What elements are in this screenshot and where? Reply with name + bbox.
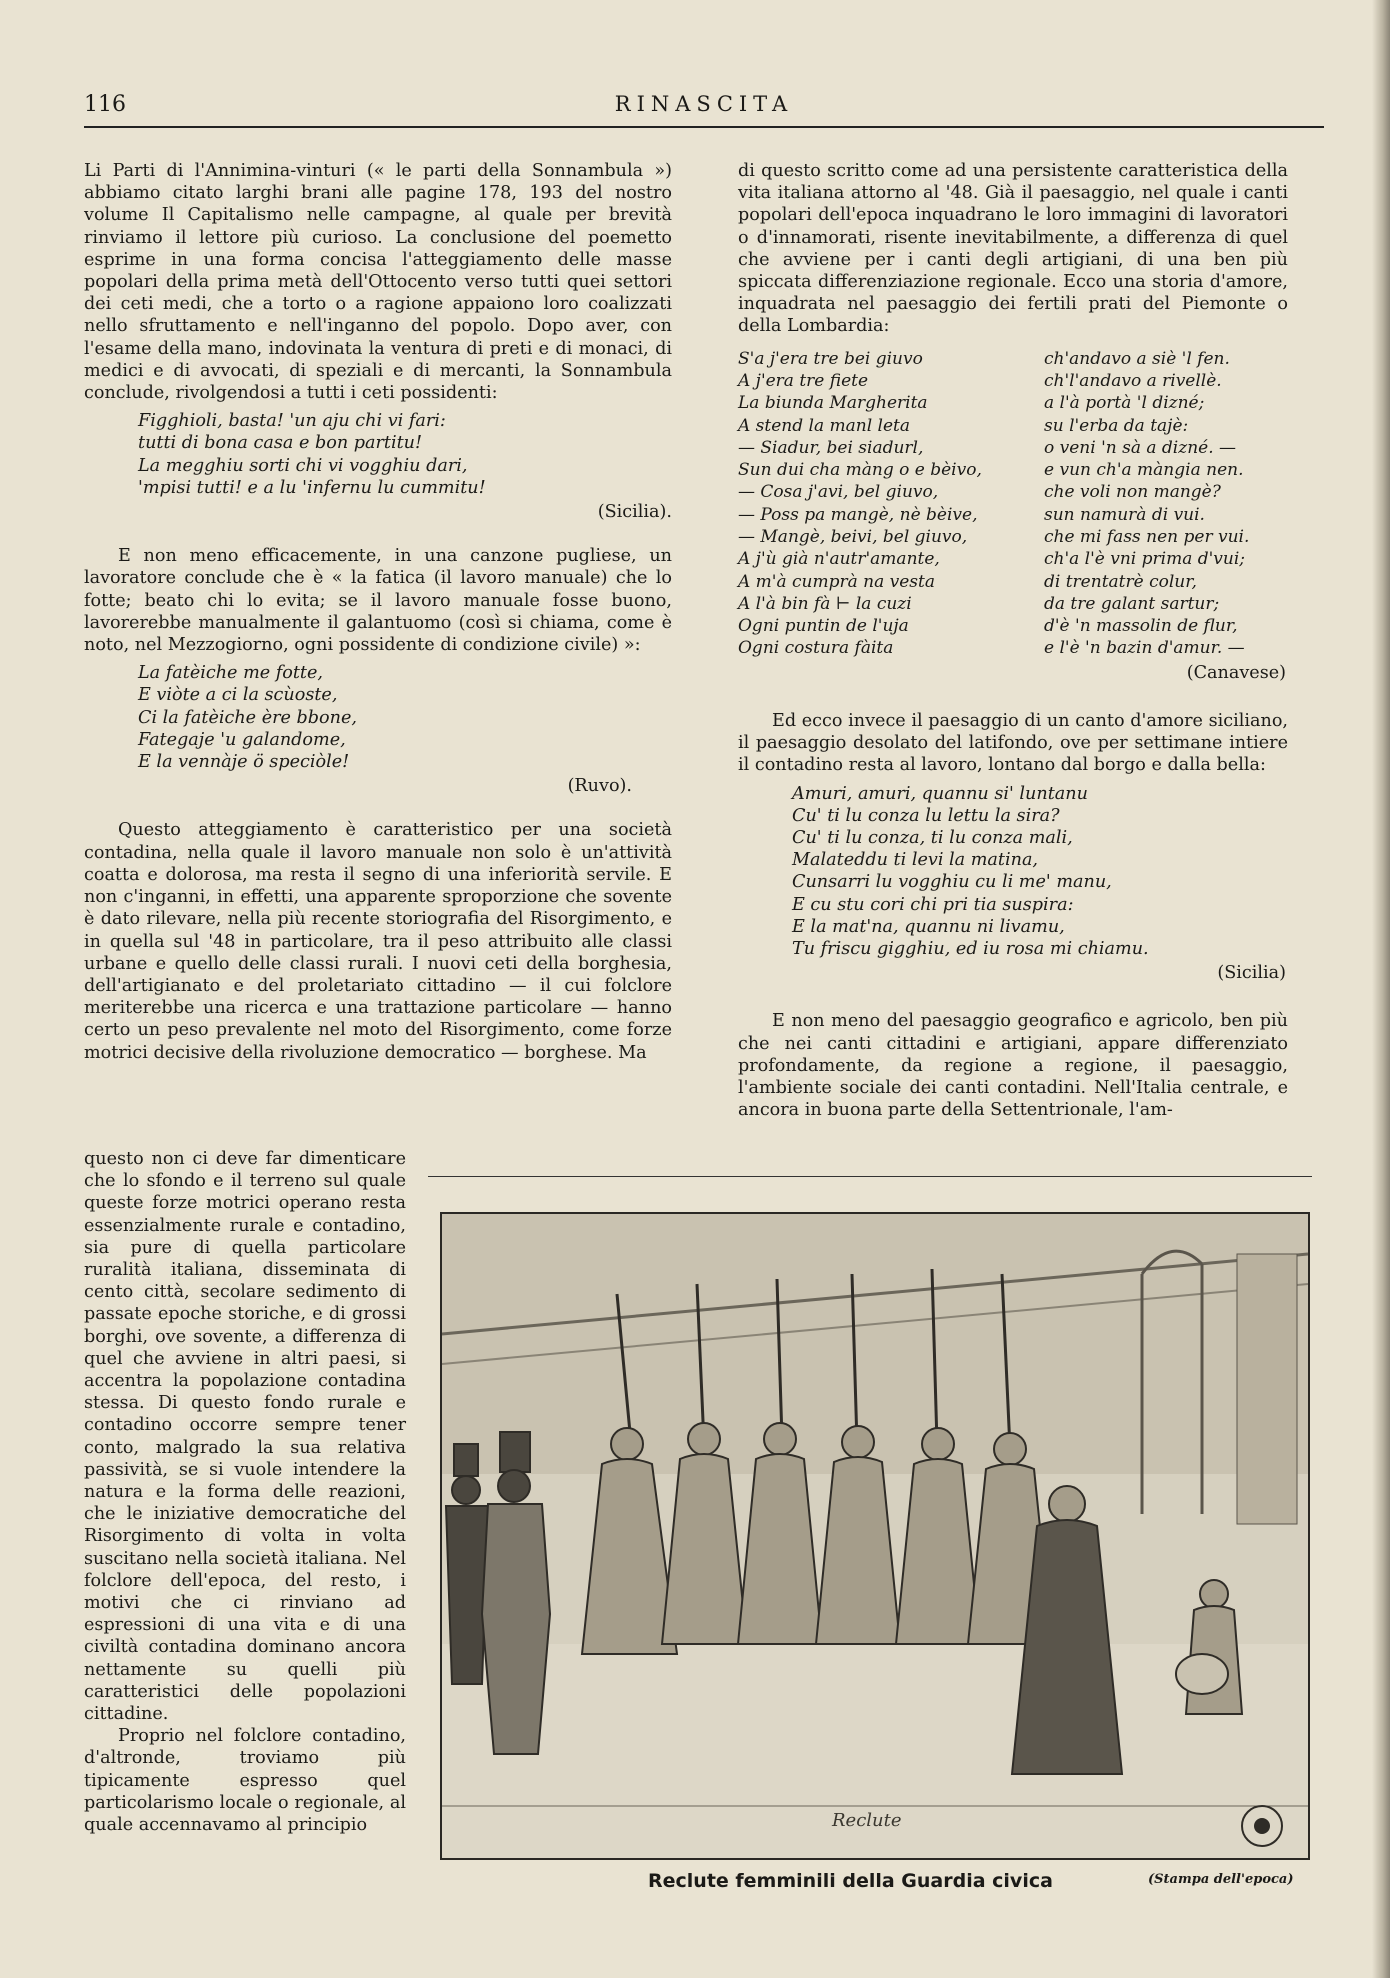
poem-sicilian <box>138 410 672 499</box>
poem-column-right <box>1044 348 1288 660</box>
right-column <box>738 160 1288 1121</box>
paragraph: Questo atteggiamento è caratteristico per una società contadina, nella quale il lavoro manuale non solo è un'attività coatta e dolorosa, ma resta il segno di una inferiorità servile. E non c'inganni, in effetti, una apparente sproporzione che sovente è dato rilevare, nella più recente storiografia del Risorgimento, e in quella sul '48 in particolare, tra il peso attribuito alle classi urbane e quello delle classi rurali. I nuovi ceti della borghesia, dell'artigianato e del proletariato cittadino — il cui folclore meriterebbe una ricerca e una trattazione particolare — hanno certo un peso prevalente nel moto del Risorgimento, come forze motrici decisive della rivoluzione democratico — borghese. Ma <box>84 820 672 1063</box>
poem-source: (Ruvo). <box>567 776 632 797</box>
paragraph: E non meno efficacemente, in una canzone pugliese, un lavoratore conclude che è « la fatica (il lavoro manuale) che lo fotte; beato chi lo evita; se il lavoro manuale fosse buono, lavorerebbe manualmente il galantuomo (così si chiama, come è noto, nel Mezzogiorno, ogni possidente di condizione civile) »: <box>84 546 672 656</box>
paragraph: Proprio nel folclore contadino, d'altronde, troviamo più tipicamente espresso quel particolarismo locale o regionale, al quale accennavamo al principio <box>84 1726 406 1836</box>
poem-line: Fategaje 'u galandome, <box>138 729 346 750</box>
figure-caption: Reclute femminili della Guardia civica <box>648 1870 1053 1892</box>
poem-source: (Sicilia) <box>1217 963 1286 984</box>
paragraph: E non meno del paesaggio geografico e agricolo, ben più che nei canti cittadini e artigiani, appare differenziato profondamente, da regione a regione, il paesaggio, l'ambiente sociale dei canti contadini. Nell'Italia centrale, e ancora in buona parte della Settentrionale, l'am- <box>738 1011 1288 1121</box>
poem-line: su l'erba da tajè: <box>1044 415 1189 436</box>
page-number: 116 <box>84 92 126 117</box>
paragraph: di questo scritto come ad una persistente caratteristica della vita italiana attorno al '48. Già il paesaggio, nel quale i canti popolari dell'epoca inquadrano le loro immagini di lavoratori o d'innamorati, risente inevitabilmente, a differenza di quel che avviene per i canti degli artigiani, di una ben più spiccata differenziazione regionale. Ecco una storia d'amore, inquadrata nel paesaggio dei fertili prati del Piemonte o della Lombardia: <box>738 161 1288 337</box>
poem-line: Cunsarri lu vogghiu cu li me' manu, <box>792 872 1112 893</box>
engraving-illustration <box>440 1212 1310 1860</box>
poem-line: La fatèiche me fotte, <box>138 663 324 684</box>
poem-line: di trentatrè colur, <box>1044 571 1197 592</box>
poem-line: che voli non mangè? <box>1044 482 1221 503</box>
poem-source: (Canavese) <box>1186 662 1286 683</box>
poem-line: Ogni costura fàita <box>738 638 894 659</box>
poem-line: tutti di bona casa e bon partitu! <box>138 433 423 454</box>
poem-line: ch'l'andavo a rivellè. <box>1044 370 1222 391</box>
poem-line: E la mat'na, quannu ni livamu, <box>792 916 1065 937</box>
page-header <box>84 92 1324 122</box>
poem-line: — Mangè, beivi, bel giuvo, <box>738 527 968 547</box>
poem-line: A j'ù già n'autr'amante, <box>738 549 940 570</box>
poem-line: e vun ch'a màngia nen. <box>1044 460 1244 481</box>
poem-line: Malateddu ti levi la matina, <box>792 850 1039 871</box>
paragraph: questo non ci deve far dimenticare che lo sfondo e il terreno sul quale queste forze motrici operano resta essenzialmente rurale e contadino, sia pure di quella particolare ruralità italiana, disseminata di cento città, secolare sedimento di passate epoche storiche, e di grossi borghi, ove sovente, a differenza di quel che avviene in altri paesi, si accentra la popolazione contadina stessa. Di questo fondo rurale e contadino occorre sempre tener conto, malgrado la sua relativa passività, se si vuole intendere la natura e la forma delle reazioni, che le iniziative democratiche del Risorgimento di volta in volta suscitano nella società italiana. Nel folclore dell'epoca, del resto, i motivi che ci rinviano ad espressioni di una vita e di una civiltà contadina dominano ancora nettamente su quelli più caratteristici delle popolazioni cittadine. <box>84 1149 406 1725</box>
engraving-inscription: Reclute <box>832 1810 902 1831</box>
poem-line: a l'à portà 'l dizné; <box>1044 393 1205 414</box>
poem-line: ch'andavo a siè 'l fen. <box>1044 348 1230 369</box>
poem-line: A m'à cumprà na vesta <box>738 571 935 592</box>
poem-line: Ogni puntin de l'uja <box>738 616 909 637</box>
poem-line: E la vennàje ö speciòle! <box>138 752 350 773</box>
poem-line: A j'era tre fiete <box>738 370 869 391</box>
poem-line: da tre galant sartur; <box>1044 593 1220 614</box>
poem-line: Cu' ti lu conza, ti lu conza mali, <box>792 828 1073 848</box>
poem-line: Tu friscu gigghiu, ed iu rosa mi chiamu. <box>792 939 1149 960</box>
poem-column-left <box>738 348 1044 660</box>
poem-line: Ci la fatèiche ère bbone, <box>138 707 357 728</box>
poem-line: — Siadur, bei siadurl, <box>738 437 924 458</box>
poem-line: 'mpisi tutti! e a lu 'infernu lu cummitu! <box>138 477 486 498</box>
poem-line: sun namurà di vui. <box>1044 504 1205 525</box>
engraving-drawing <box>442 1214 1308 1858</box>
poem-line: — Cosa j'avi, bel giuvo, <box>738 482 939 503</box>
figure-credit: (Stampa dell'epoca) <box>1148 1872 1294 1887</box>
poem-line: La biunda Margherita <box>738 393 928 414</box>
poem-line: A l'à bin fà ⊢ la cuzi <box>738 593 912 614</box>
left-column <box>84 160 672 1064</box>
poem-line: Amuri, amuri, quannu si' luntanu <box>792 783 1088 804</box>
poem-line: A stend la manl leta <box>738 415 911 436</box>
poem-line: S'a j'era tre bei giuvo <box>738 348 923 369</box>
running-title: RINASCITA <box>614 92 794 116</box>
poem-source: (Sicilia). <box>597 502 672 523</box>
poem-apulian <box>138 662 672 773</box>
poem-line: o veni 'n sà a dizné. — <box>1044 437 1237 458</box>
page-edge-shadow <box>1372 0 1390 1978</box>
poem-line: La megghiu sorti chi vi vogghiu dari, <box>138 455 468 476</box>
header-rule <box>84 126 1324 128</box>
paragraph: Li Parti di l'Annimina-vinturi (« le parti della Sonnambula ») abbiamo citato larghi brani alle pagine 178, 193 del nostro volume Il Capitalismo nelle campagne, al quale per brevità rinviamo il lettore più curioso. La conclusione del poemetto esprime in una forma concisa l'atteggiamento delle masse popolari della prima metà dell'Ottocento verso tutti quei settori dei ceti medi, che a torto o a ragione appaiono loro coalizzati nello sfruttamento e nell'inganno del popolo. Dopo aver, con l'esame della mano, indovinata la ventura di preti e di monaci, di medici e di avvocati, di speziali e di mercanti, la Sonnambula conclude, rivolgendosi a tutti i ceti possidenti: <box>84 161 672 404</box>
poem-piedmontese <box>738 348 1288 660</box>
paragraph: Ed ecco invece il paesaggio di un canto d'amore siciliano, il paesaggio desolato del latifondo, ove per settimane intiere il contadino resta al lavoro, lontano dal borgo e dalla bella: <box>738 710 1288 776</box>
poem-line: d'è 'n massolin de flur, <box>1044 616 1238 637</box>
left-column-narrow <box>84 1148 406 1836</box>
poem-line: Cu' ti lu conza lu lettu la sira? <box>792 805 1060 826</box>
poem-line: che mi fass nen per vui. <box>1044 527 1250 547</box>
poem-line: ch'a l'è vni prima d'vui; <box>1044 549 1246 570</box>
poem-line: — Poss pa mangè, nè bèive, <box>738 504 978 525</box>
figure-rule <box>428 1176 1312 1177</box>
poem-line: Sun dui cha màng o e bèivo, <box>738 460 982 481</box>
poem-line: e l'è 'n bazin d'amur. — <box>1044 638 1245 659</box>
poem-line: E viòte a ci la scùoste, <box>138 685 338 706</box>
poem-line: Figghioli, basta! 'un aju chi vi fari: <box>138 411 446 432</box>
poem-sicilian-love <box>792 783 1288 961</box>
poem-line: E cu stu cori chi pri tia suspira: <box>792 894 1074 915</box>
